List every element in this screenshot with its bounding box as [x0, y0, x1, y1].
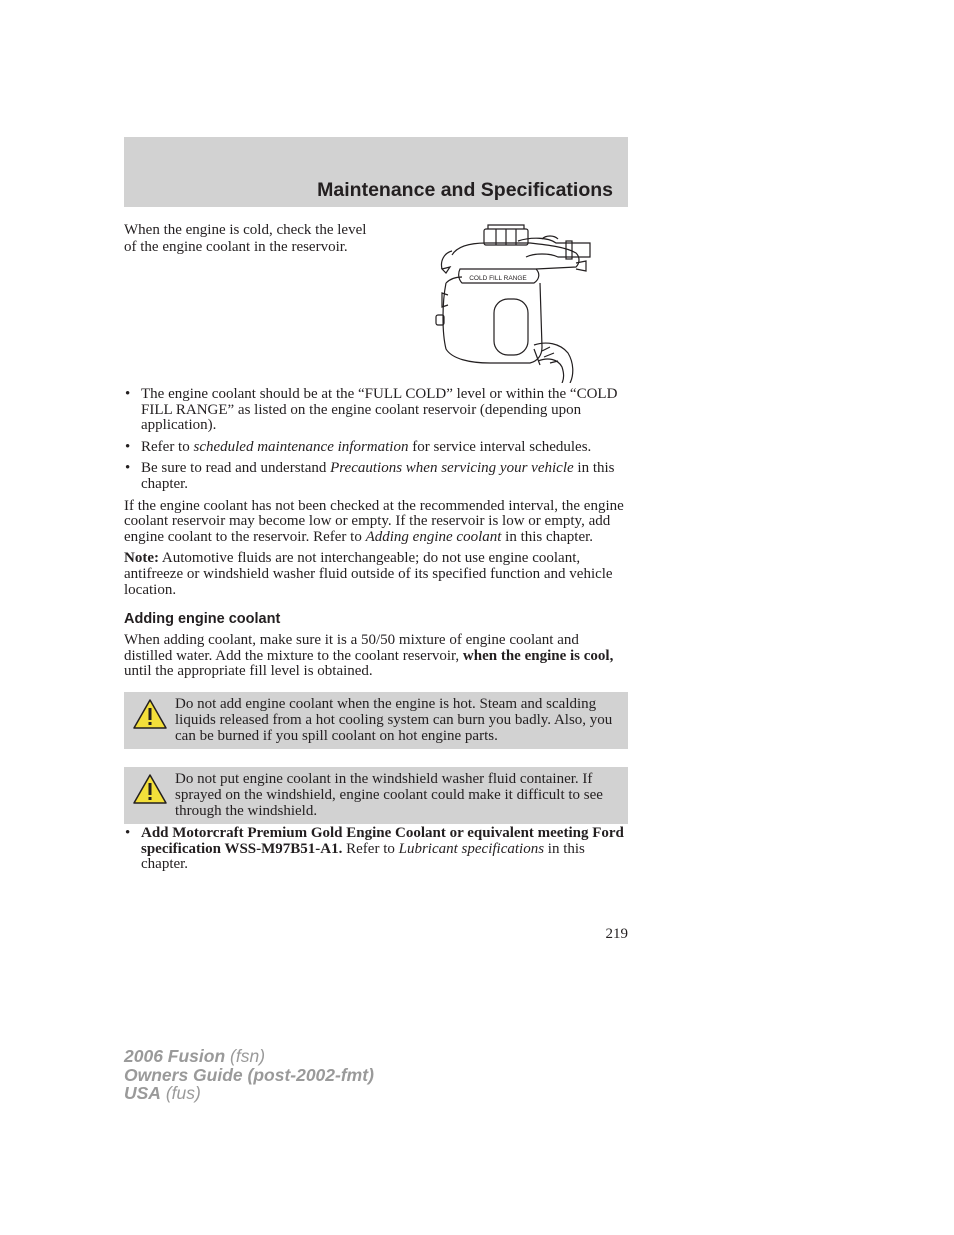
intro-block	[124, 221, 628, 385]
bullet-text: Refer to	[342, 840, 399, 857]
paragraph-text: If the engine coolant has not been checked at the recommended interval, the engine coolant reservoir may become low or empty. If the reservoir is low or empty, add engine coolant to the reservoir. Refer to	[124, 497, 624, 545]
bullet-icon: •	[125, 386, 131, 402]
warning-box	[124, 767, 628, 824]
footer-guide: Owners Guide (post-2002-fmt)	[124, 1064, 374, 1085]
footer-market-code: (fus)	[160, 1083, 201, 1103]
intro-text: When the engine is cold, check the level of the engine coolant in the reservoir.	[124, 222, 367, 255]
bullet-icon: •	[125, 824, 131, 841]
paragraph-adding-coolant	[124, 633, 628, 680]
document-footer	[124, 1047, 374, 1103]
bullet-text: The engine coolant should be at the “FULL COLD” level or within the “COLD FILL RANGE” as listed on the engine coolant reservoir (depending upon application).	[141, 386, 618, 434]
warning-box	[124, 692, 628, 749]
footer-model-code: (fsn)	[225, 1046, 266, 1066]
warning-triangle-icon	[132, 698, 168, 730]
footer-model: 2006 Fusion	[124, 1046, 226, 1066]
section-header-band	[124, 137, 628, 207]
footer-line	[124, 1066, 374, 1085]
paragraph-text: When adding coolant, make sure it is a 50/50 mixture of engine coolant and distilled water. Add the mixture to the coolant reservoir,	[124, 632, 579, 664]
coolant-reservoir-illustration	[430, 223, 596, 383]
list-item	[124, 826, 628, 873]
note-text: Automotive fluids are not interchangeable; do not use engine coolant, antifreeze or windshield washer fluid outside of its specified function and vehicle location.	[124, 550, 613, 598]
subheading-adding-coolant: Adding engine coolant	[124, 611, 281, 628]
bullet-text: Be sure to read and understand	[141, 460, 331, 477]
warning-text: Do not put engine coolant in the windshield washer fluid container. If sprayed on the windshield, engine coolant could make it difficult to see through the windshield.	[175, 770, 603, 819]
bullet-reference: scheduled maintenance information	[193, 438, 409, 455]
paragraph-reference: Adding engine coolant	[365, 528, 502, 545]
page-number: 219	[605, 926, 628, 942]
coolant-spec-list	[124, 826, 628, 873]
bullet-icon: •	[125, 460, 131, 477]
footer-line	[124, 1047, 374, 1066]
section-title: Maintenance and Specifications	[317, 179, 613, 201]
warning-text: Do not add engine coolant when the engine is hot. Steam and scalding liquids released from a hot cooling system can burn you badly. Also, you can be burned if you spill coolant on hot engine parts.	[175, 695, 613, 744]
cold-fill-range-label: COLD FILL RANGE	[469, 275, 527, 282]
bullet-reference: Precautions when servicing your vehicle	[330, 460, 574, 477]
footer-market: USA	[124, 1083, 161, 1103]
paragraph-text: in this chapter.	[501, 528, 594, 545]
bullet-text: Refer to	[141, 438, 194, 455]
paragraph-unchecked-coolant	[124, 499, 628, 546]
footer-line	[124, 1084, 374, 1103]
note-paragraph	[124, 551, 628, 598]
bullet-text: for service interval schedules.	[408, 438, 592, 455]
note-label: Note:	[124, 550, 159, 567]
bullet-icon: •	[125, 438, 131, 455]
paragraph-text: until the appropriate fill level is obtained.	[124, 663, 373, 680]
paragraph-emphasis: when the engine is cool,	[462, 647, 614, 664]
warning-triangle-icon	[132, 773, 168, 805]
page-content	[124, 221, 628, 879]
bullet-reference: Lubricant specifications	[398, 840, 545, 857]
list-item	[124, 387, 628, 434]
bullet-text: in this chapter.	[141, 460, 615, 492]
list-item	[124, 440, 628, 456]
coolant-bullet-list	[124, 387, 628, 493]
bullet-text: in this chapter.	[141, 840, 585, 873]
bullet-emphasis: Add Motorcraft Premium Gold Engine Coolant or equivalent meeting Ford specification WSS-M97B51-A1.	[141, 824, 624, 857]
list-item	[124, 461, 628, 492]
coolant-reservoir-drawing	[430, 223, 596, 383]
